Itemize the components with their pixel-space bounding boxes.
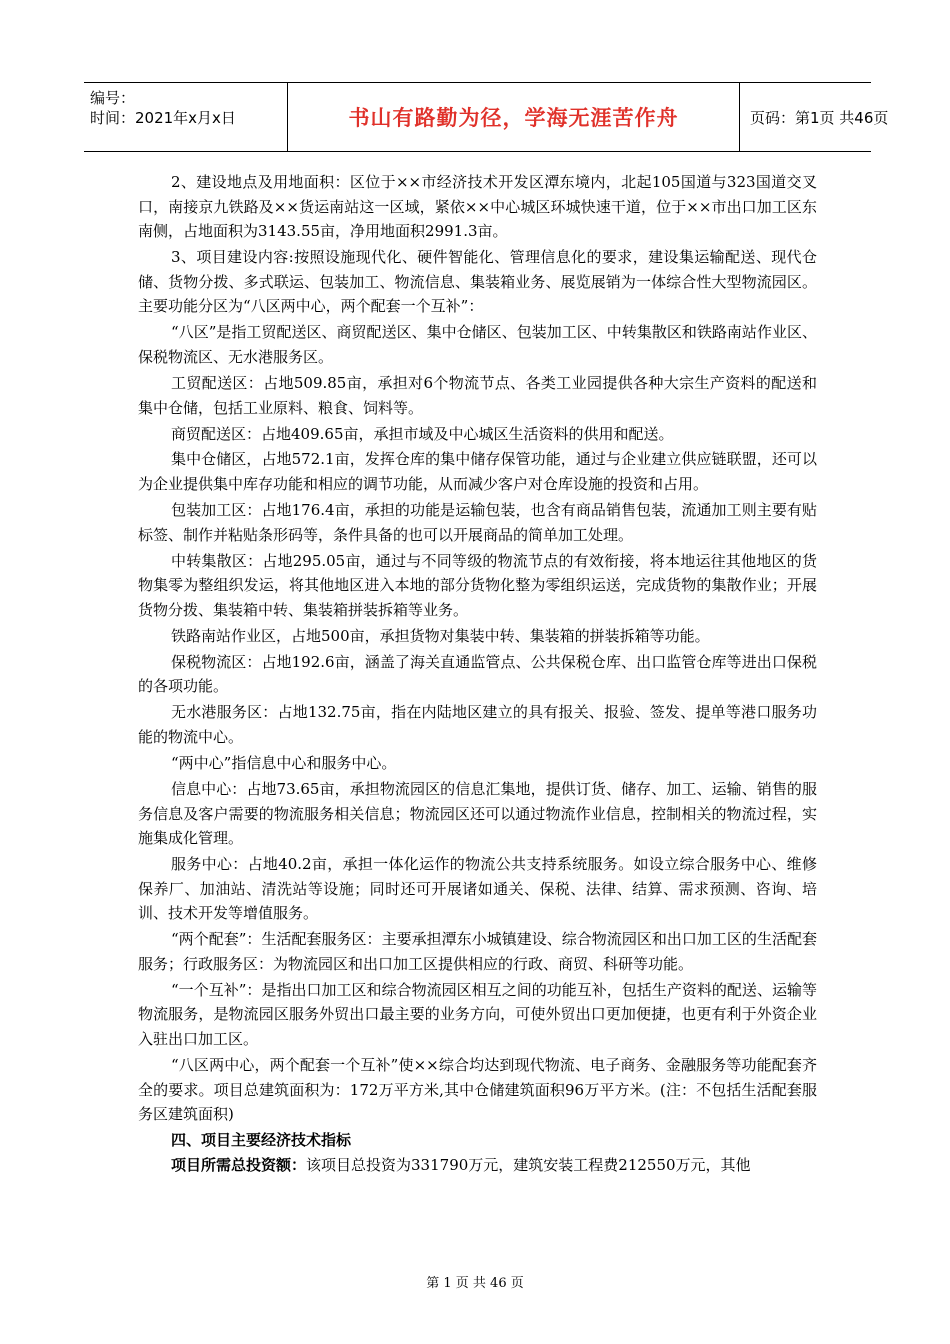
section-heading: 四、项目主要经济技术指标 bbox=[171, 1131, 352, 1150]
header-page-info: 页码：第1页 共46页 bbox=[750, 108, 889, 127]
header-left-cell bbox=[84, 83, 287, 151]
page-footer: 第 1 页 共 46 页 bbox=[426, 1276, 524, 1291]
paragraph: 服务中心：占地40.2亩，承担一体化运作的物流公共支持系统服务。如设立综合服务中心、维修保养厂、加油站、清洗站等设施；同时还可开展诸如通关、保税、法律、结算、需求预测、咨询、培训、技术开发等增值服务。 bbox=[138, 855, 817, 923]
investment-text: 该项目总投资为331790万元，建筑安装工程费212550万元，其他 bbox=[306, 1156, 751, 1175]
header-motto-cell bbox=[287, 83, 740, 151]
header-motto: 书山有路勤为径，学海无涯苦作舟 bbox=[348, 106, 679, 130]
paragraph: “八区”是指工贸配送区、商贸配送区、集中仓储区、包装加工区、中转集散区和铁路南站作业区、保税物流区、无水港服务区。 bbox=[138, 323, 817, 366]
paragraph: 3、项目建设内容:按照设施现代化、硬件智能化、管理信息化的要求，建设集运输配送、现代仓储、货物分拨、多式联运、包装加工、物流信息、集装箱业务、展览展销为一体综合性大型物流园区。主要功能分区为“八区两中心，两个配套一个互补”： bbox=[138, 248, 817, 316]
paragraph: 保税物流区：占地192.6亩，涵盖了海关直通监管点、公共保税仓库、出口监管仓库等进出口保税的各项功能。 bbox=[138, 652, 817, 696]
paragraph: 信息中心：占地73.65亩，承担物流园区的信息汇集地，提供订货、储存、加工、运输、销售的服务信息及客户需要的物流服务相关信息；物流园区还可以通过物流作业信息，控制相关的物流过程，实施集成化管理。 bbox=[138, 779, 817, 848]
paragraph: 包装加工区：占地176.4亩，承担的功能是运输包装，也含有商品销售包装，流通加工则主要有贴标签、制作并粘贴条形码等，条件具备的也可以开展商品的简单加工处理。 bbox=[138, 501, 817, 544]
paragraph: “两中心”指信息中心和服务中心。 bbox=[171, 753, 397, 772]
paragraph: 无水港服务区：占地132.75亩，指在内陆地区建立的具有报关、报验、签发、提单等港口服务功能的物流中心。 bbox=[138, 703, 817, 746]
paragraph: 集中仓储区，占地572.1亩，发挥仓库的集中储存保管功能，通过与企业建立供应链联盟，还可以为企业提供集中库存功能和相应的调节功能，从而减少客户对仓库设施的投资和占用。 bbox=[138, 450, 817, 494]
paragraph: 工贸配送区：占地509.85亩，承担对6个物流节点、各类工业园提供各种大宗生产资料的配送和集中仓储，包括工业原料、粮食、饲料等。 bbox=[138, 373, 817, 417]
paragraph: 中转集散区：占地295.05亩，通过与不同等级的物流节点的有效衔接，将本地运往其他地区的货物集零为整组织发运，将其他地区进入本地的部分货物化整为零组织运送，完成货物的集散作业；开展货物分拨、集装箱中转、集装箱拼装拆箱等业务。 bbox=[138, 551, 817, 619]
header-page-cell bbox=[740, 83, 889, 151]
investment-lead: 项目所需总投资额： bbox=[171, 1156, 307, 1175]
document-number-label: 编号： bbox=[90, 89, 136, 107]
document-time-label: 时间：2021年x月x日 bbox=[90, 109, 236, 127]
paragraph-investment bbox=[138, 1153, 817, 1178]
paragraph: 2、建设地点及用地面积：区位于××市经济技术开发区潭东境内，北起105国道与323国道交叉口，南接京九铁路及××货运南站这一区域，紧依××中心城区环城快速干道，位于××市出口加工区东南侧，占地面积为3143.55亩，净用地面积2991.3亩。 bbox=[138, 173, 817, 241]
paragraph: “两个配套”：生活配套服务区：主要承担潭东小城镇建设、综合物流园区和出口加工区的生活配套服务；行政服务区：为物流园区和出口加工区提供相应的行政、商贸、科研等功能。 bbox=[138, 930, 817, 973]
document-body bbox=[138, 170, 817, 1179]
paragraph: “一个互补”：是指出口加工区和综合物流园区相互之间的功能互补，包括生产资料的配送、运输等物流服务，是物流园区服务外贸出口最主要的业务方向，可使外贸出口更加便捷，也更有利于外资企业入驻出口加工区。 bbox=[138, 980, 817, 1049]
paragraph: 商贸配送区：占地409.65亩，承担市域及中心城区生活资料的供用和配送。 bbox=[171, 424, 674, 443]
paragraph: 铁路南站作业区，占地500亩，承担货物对集装中转、集装箱的拼装拆箱等功能。 bbox=[171, 626, 710, 645]
paragraph: “八区两中心，两个配套一个互补”使××综合均达到现代物流、电子商务、金融服务等功能配套齐全的要求。项目总建筑面积为：172万平方米,其中仓储建筑面积96万平方米。(注：不包括生活配套服务区建筑面积) bbox=[138, 1056, 817, 1124]
page-header bbox=[84, 82, 889, 152]
